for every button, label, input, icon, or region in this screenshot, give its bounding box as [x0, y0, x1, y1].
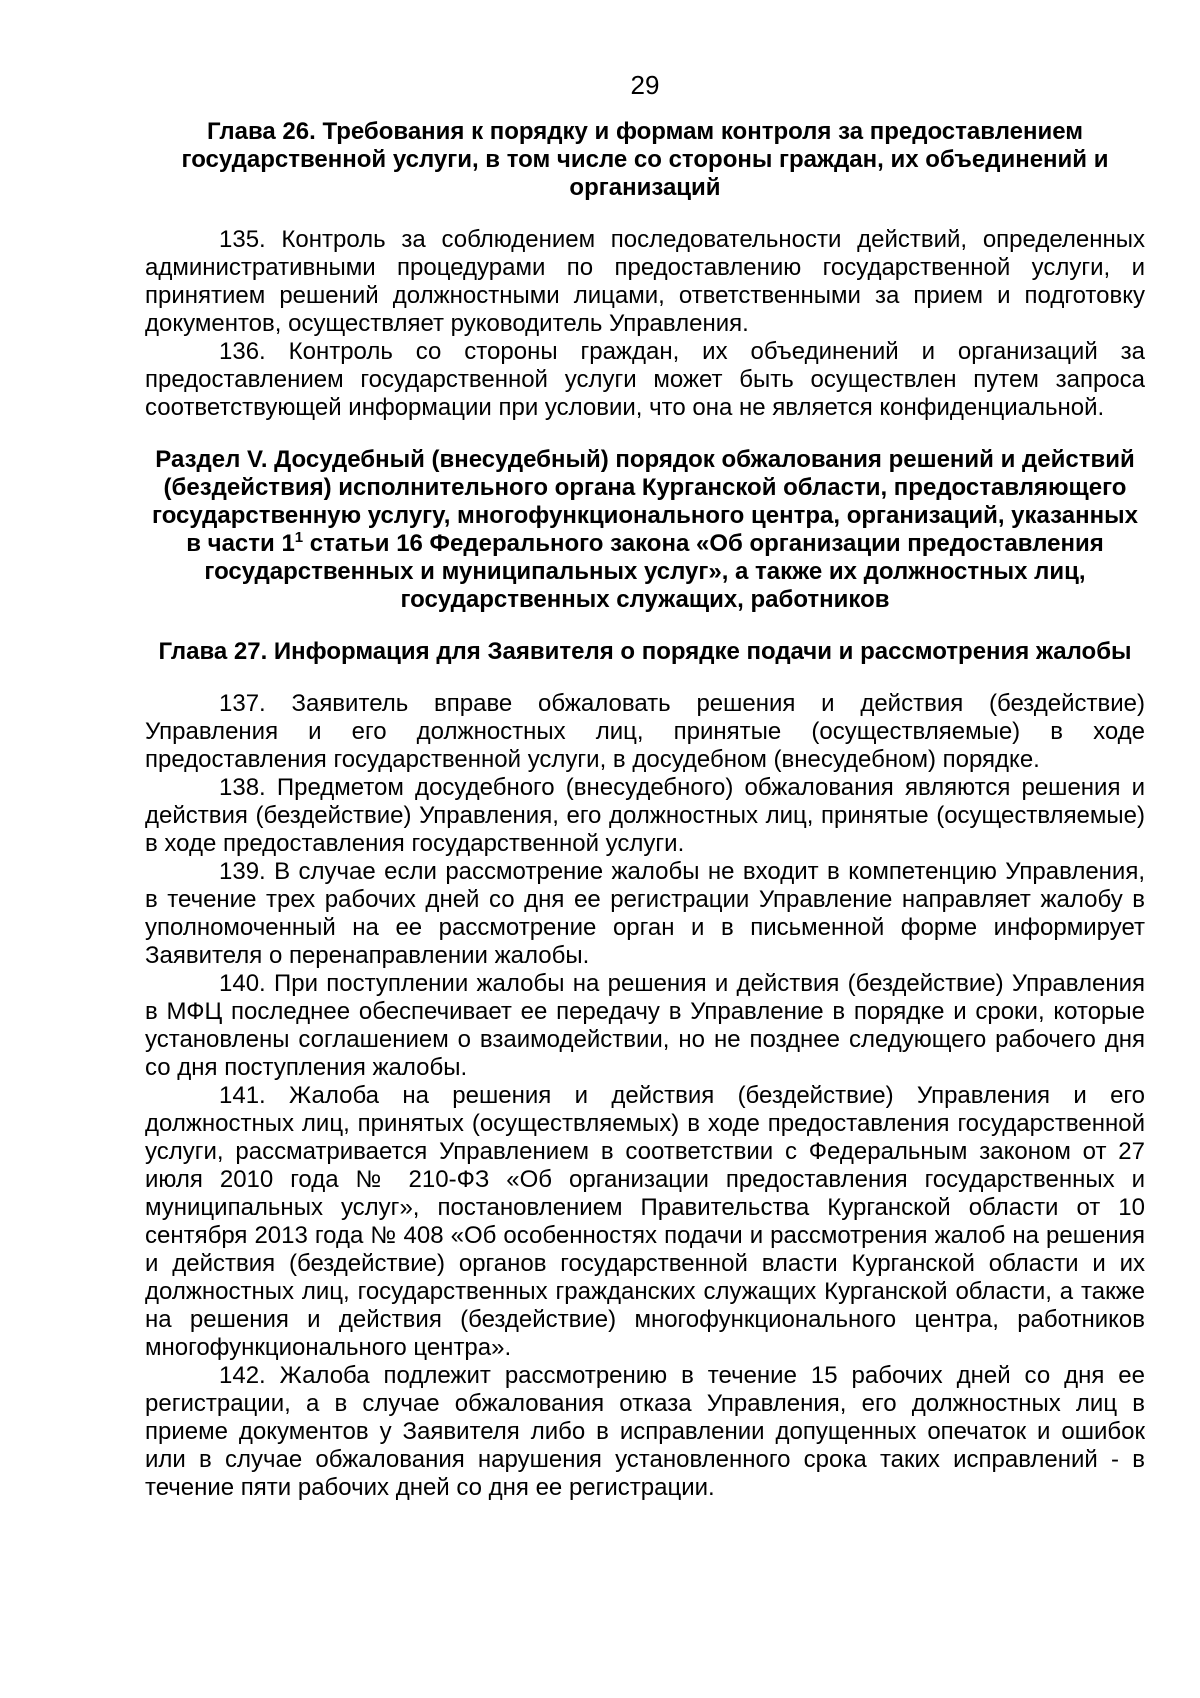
section-5-heading [145, 446, 1145, 614]
chapter-26-heading-line: Глава 26. Требования к порядку и формам контроля за предоставлением [206, 118, 1084, 145]
paragraph-138: 138. Предметом досудебного (внесудебного) обжалования являются решения и действия (бездействие) Управления, его должностных лиц, принятые (осуществляемые) в ходе предоставления государственной услуги. [145, 774, 1145, 857]
chapter-26-heading-line: организаций [569, 174, 721, 201]
paragraph-140: 140. При поступлении жалобы на решения и действия (бездействие) Управления в МФЦ последнее обеспечивает ее передачу в Управление в порядке и сроки, которые установлены соглашением о взаимодействии, но не позднее следующего рабочего дня со дня поступления жалобы. [145, 970, 1145, 1081]
section-5-heading-line [145, 530, 1145, 558]
section-5-heading-line: (бездействия) исполнительного органа Курганской области, предоставляющего [163, 474, 1127, 501]
chapter-27-heading-line: Глава 27. Информация для Заявителя о порядке подачи и рассмотрения жалобы [158, 638, 1132, 665]
section-5-heading-line: государственных и муниципальных услуг», а также их должностных лиц, [204, 558, 1086, 585]
section-5-heading-line: государственную услугу, многофункционального центра, организаций, указанных [152, 502, 1138, 529]
paragraph-135: 135. Контроль за соблюдением последовательности действий, определенных административными процедурами по предоставлению государственной услуги, и принятием решений должностными лицами, ответственными за прием и подготовку документов, осуществляет руководитель Управления. [145, 226, 1145, 337]
section-5-heading-line: Раздел V. Досудебный (внесудебный) порядок обжалования решений и действий [155, 446, 1135, 473]
chapter-26-heading [145, 118, 1145, 202]
chapter-27-heading [145, 638, 1145, 666]
paragraph-139: 139. В случае если рассмотрение жалобы не входит в компетенцию Управления, в течение трех рабочих дней со дня ее регистрации Управление направляет жалобу в уполномоченный на ее рассмотрение орган и в письменной форме информирует Заявителя о перенаправлении жалобы. [145, 858, 1145, 969]
section-5-law-ref: статьи 16 Федерального закона «Об организации предоставления [303, 530, 1104, 557]
page-number: 29 [630, 70, 660, 100]
document-page [145, 70, 1145, 1502]
section-5-heading-line: государственных служащих, работников [400, 586, 890, 613]
paragraph-141: 141. Жалоба на решения и действия (бездействие) Управления и его должностных лиц, принятых (осуществляемых) в ходе предоставления государственной услуги, рассматривается Управлением в соответствии с Федеральным законом от 27 июля 2010 года № 210-ФЗ «Об организации предоставления государственных и муниципальных услуг», постановлением Правительства Курганской области от 10 сентября 2013 года № 408 «Об особенностях подачи и рассмотрения жалоб на решения и действия (бездействие) органов государственной власти Курганской области и их должностных лиц, государственных гражданских служащих Курганской области, а также на решения и действия (бездействие) многофункционального центра, работников многофункционального центра». [145, 1082, 1145, 1361]
chapter-26-heading-line: государственной услуги, в том числе со стороны граждан, их объединений и [181, 146, 1109, 173]
section-5-superscript: 1 [294, 529, 304, 546]
paragraph-137: 137. Заявитель вправе обжаловать решения и действия (бездействие) Управления и его должностных лиц, принятые (осуществляемые) в ходе предоставления государственной услуги, в досудебном (внесудебном) порядке. [145, 690, 1145, 773]
section-5-part-ref: в части 1 [186, 530, 295, 557]
paragraph-142: 142. Жалоба подлежит рассмотрению в течение 15 рабочих дней со дня ее регистрации, а в случае обжалования отказа Управления, его должностных лиц в приеме документов у Заявителя либо в исправлении допущенных опечаток и ошибок или в случае обжалования нарушения установленного срока таких исправлений - в течение пяти рабочих дней со дня ее регистрации. [145, 1362, 1145, 1501]
paragraph-136: 136. Контроль со стороны граждан, их объединений и организаций за предоставлением государственной услуги может быть осуществлен путем запроса соответствующей информации при условии, что она не является конфиденциальной. [145, 338, 1145, 421]
